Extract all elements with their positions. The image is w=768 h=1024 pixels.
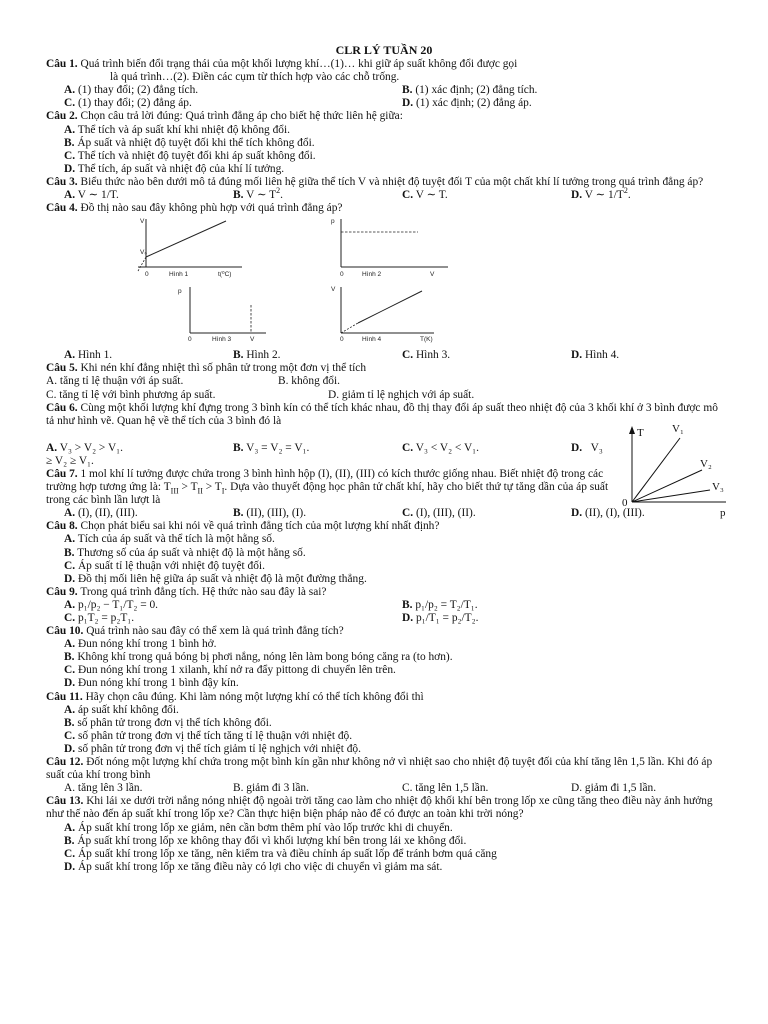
options-row <box>46 375 722 388</box>
option-b: B. Hình 2. <box>233 349 281 362</box>
question-text: Hãy chọn câu đúng. Khi làm nóng một lượng khí có thể tích không đổi thì <box>85 690 424 703</box>
option-c: C. Áp suất tỉ lệ thuận với nhiệt độ tuyệt đối. <box>64 559 265 572</box>
question-text: Quá trình nào sau đây có thể xem là quá trình đẳng tích? <box>86 625 344 638</box>
option-a: A. tăng lên 3 lần. <box>64 782 143 795</box>
options-row <box>46 612 722 625</box>
option-d: D. giảm tỉ lệ nghịch với áp suất. <box>328 388 475 401</box>
question-number: Câu 7. <box>46 467 78 480</box>
question-text: Đồ thị nào sau đây không phù hợp với quá trình đẳng áp? <box>80 202 343 215</box>
question-text: Quá trình biến đổi trạng thái của một khối lượng khí…(1)… khi giữ áp suất không đổi được gọi <box>80 58 518 71</box>
graph-4-name: Hình 4 <box>362 336 382 344</box>
option-d: D. Đun nóng khí trong 1 bình đậy kín. <box>64 677 239 690</box>
question-9 <box>46 586 722 599</box>
graph-y-label: T <box>637 426 644 439</box>
question-number: Câu 1. <box>46 58 78 71</box>
option-c: C. p₁T₂ = p₂T₁. <box>64 612 135 624</box>
option-b: B. Áp suất và nhiệt độ tuyệt đối khi thể tích không đổi. <box>64 136 315 149</box>
options-row <box>46 186 722 202</box>
option-b: B. Không khí trong quả bóng bị phơi nắng, nóng lên làm bong bóng căng ra (to hơn). <box>64 651 453 664</box>
option-d: D. V₃ <box>571 441 603 454</box>
question-text: Chọn phát biểu sai khi nói về quá trình đẳng tích của một lượng khí nhất định? <box>80 520 440 533</box>
question-number: Câu 11. <box>46 690 83 703</box>
question-text: Đốt nóng một lượng khí chứa trong một bình kín gần như không nở vì nhiệt sao cho nhiệt độ tuyệt đối của khí tăng lên 1,5 lần. Khi đó áp suất của khí trong bình <box>46 756 713 782</box>
option-a: A. tăng tỉ lệ thuận với áp suất. <box>46 375 184 388</box>
option-c: C. Áp suất khí trong lốp xe tăng, nên kiểm tra và điều chỉnh áp suất lốp để tránh bơm quá căng <box>64 847 497 860</box>
question-number: Câu 9. <box>46 585 78 598</box>
option-b: B. V ∼ $T^2$. <box>233 186 283 202</box>
question-5 <box>46 362 722 375</box>
graph-3-y-label: p <box>178 288 182 296</box>
graph-x-label: p <box>720 506 726 519</box>
worksheet <box>46 43 726 874</box>
question-8 <box>46 520 722 533</box>
option-d: D. p₁/T₁ = p₂/T₂. <box>402 612 479 624</box>
graph-1-origin: 0 <box>145 271 149 279</box>
question-3 <box>46 176 722 189</box>
option-b: B. Áp suất khí trong lốp xe không thay đổi vì khối lượng khí bên trong lái xe không đổi. <box>64 834 467 847</box>
question-number: Câu 5. <box>46 362 78 375</box>
question-number: Câu 2. <box>46 110 78 123</box>
question-text: Chọn câu trả lời đúng: Quá trình đẳng áp cho biết hệ thức liên hệ giữa: <box>80 110 403 123</box>
graph-4 <box>331 286 434 343</box>
option-b: B. p₁/p₂ = T₂/T₁. <box>402 598 478 611</box>
graph-3-name: Hình 3 <box>212 336 232 344</box>
graph-2-x-label: V <box>430 271 435 279</box>
option-c: C. Thể tích và nhiệt độ tuyệt đối khi áp suất không đổi. <box>64 149 316 162</box>
graph-3 <box>178 287 266 343</box>
option-c: C. V ∼ T. <box>402 189 448 202</box>
option-d: D. số phân tử trong đơn vị thể tích giảm tỉ lệ nghịch với nhiệt độ. <box>64 742 361 755</box>
question-text: Biểu thức nào bên dưới mô tả đúng mối liên hệ giữa thể tích V và nhiệt độ tuyệt đối T của một chất khí lí tưởng trong quá trình đẳng áp? <box>80 175 704 188</box>
option-c: C. Đun nóng khí trong 1 xilanh, khí nở ra đẩy pittong di chuyển lên trên. <box>64 664 396 677</box>
option-d: D. Áp suất khí trong lốp xe tăng điều này có lợi cho việc di chuyển vì giảm ma sát. <box>64 860 443 873</box>
options-row <box>46 389 722 402</box>
option-a: A. V₃ > V₂ > V₁. <box>46 441 123 454</box>
option-c: C. (I), (III), (II). <box>402 507 476 520</box>
option-a: A. V ∼ 1/T. <box>64 189 119 202</box>
question-7: Câu 7. 1 mol khí lí tưởng được chứa trong 3 bình hình hộp (I), (II), (III) có kích thước giống nhau. Biết nhiệt độ trong các trường hợp tương ứng là: $T_{III} > T_{II} > T_I$. Dựa vào thuyết động học phân tử chất khí, hãy cho biết thứ tự tăng dần của áp suất trong các bình lần lượt là <box>46 467 609 507</box>
page-title: CLR LÝ TUẦN 20 <box>335 43 433 57</box>
option-b: B. Thương số của áp suất và nhiệt độ là một hằng số. <box>64 546 306 559</box>
question-number: Câu 10. <box>46 625 84 638</box>
option-d: D. Hình 4. <box>571 349 620 362</box>
graph-2-origin: 0 <box>340 271 344 279</box>
option-c: C. (1) thay đổi; (2) đẳng áp. <box>64 97 192 110</box>
question-number: Câu 12. <box>46 756 84 769</box>
option-a: A. Hình 1. <box>64 349 113 362</box>
option-a: A. Đun nóng khí trong 1 bình hở. <box>64 638 217 651</box>
option-d: D. giảm đi 1,5 lần. <box>571 782 657 795</box>
option-a: A. Thể tích và áp suất khí khi nhiệt độ không đổi. <box>64 123 291 136</box>
isobaric-graphs <box>132 215 512 344</box>
graph-2 <box>331 218 448 278</box>
option-a: A. (I), (II), (III). <box>64 507 138 520</box>
option-d-cont: ≥ V₂ ≥ V₁. <box>46 454 94 467</box>
question-6-block <box>46 401 726 521</box>
option-a: A. Áp suất khí trong lốp xe giảm, nên cần bơm thêm phí vào lốp trước khi di chuyển. <box>64 821 453 834</box>
option-d: D. Đồ thị mối liên hệ giữa áp suất và nhiệt độ là một đường thẳng. <box>64 572 367 585</box>
option-a: A. Tích của áp suất và thể tích là một hằng số. <box>64 533 275 546</box>
question-13 <box>46 795 722 821</box>
options-row <box>46 442 722 455</box>
option-c: C. tăng tỉ lệ với bình phương áp suất. <box>46 388 216 401</box>
option-b: B. không đổi. <box>278 375 341 388</box>
line-v3-label: V₃ <box>712 480 724 493</box>
graph-2-y-label: p <box>331 218 335 226</box>
graph-1-y0-label: V₀ <box>140 249 148 257</box>
option-b: B. V₃ = V₂ = V₁. <box>233 441 310 454</box>
graph-1-name: Hình 1 <box>169 271 189 279</box>
option-b: B. số phân tử trong đơn vị thể tích không đổi. <box>64 716 272 729</box>
option-a: A. p₁/p₂ − T₁/T₂ = 0. <box>64 598 159 611</box>
options-row <box>46 507 722 520</box>
graph-4-x-label: T(K) <box>420 336 433 344</box>
line-v1-label: V₁ <box>672 422 684 435</box>
graph-1 <box>138 218 242 278</box>
options-row <box>46 97 722 110</box>
question-text: Trong quá trình đẳng tích. Hệ thức nào sau đây là sai? <box>80 585 327 598</box>
option-b: B. (1) xác định; (2) đẳng tích. <box>402 84 538 97</box>
option-c: C. số phân tử trong đơn vị thể tích tăng tỉ lệ thuận với nhiệt độ. <box>64 729 353 742</box>
graph-2-name: Hình 2 <box>362 271 382 279</box>
question-1 <box>46 58 722 71</box>
option-c: C. V₃ < V₂ < V₁. <box>402 441 479 454</box>
question-11 <box>46 691 722 704</box>
graph-1-x-label: t(⁰C) <box>218 271 232 279</box>
option-d: D. V ∼ $1/T^2$. <box>571 186 631 202</box>
options-row <box>46 782 722 795</box>
question-number: Câu 8. <box>46 520 78 533</box>
question-6 <box>46 402 722 428</box>
option-a: A. áp suất khí không đổi. <box>64 703 179 716</box>
question-text: Khi lái xe dưới trời nắng nóng nhiệt độ ngoài trời tăng cao làm cho nhiệt độ khối khí bên trong lốp xe cũng tăng theo điều này ảnh hưởng như thế nào đến áp suất khí trong lốp xe? Cần thực hiện biện pháp nào để có được an toàn khi trời nóng? <box>46 795 713 821</box>
graph-4-origin: 0 <box>340 336 344 344</box>
option-b: B. (II), (III), (I). <box>233 507 307 520</box>
option-d: D. (II), (I), (III). <box>571 507 645 520</box>
option-c: C. Hình 3. <box>402 349 451 362</box>
options-row <box>46 84 722 97</box>
option-d: D. Thể tích, áp suất và nhiệt độ của khí lí tưởng. <box>64 162 285 175</box>
question-number: Câu 4. <box>46 202 78 215</box>
pressure-temperature-graph <box>622 420 732 518</box>
question-4 <box>46 202 722 215</box>
options-row <box>46 349 722 362</box>
question-10 <box>46 625 722 638</box>
graph-1-y-label: V <box>140 218 145 226</box>
question-12 <box>46 756 722 782</box>
option-c: C. tăng lên 1,5 lần. <box>402 782 489 795</box>
question-text: Khi nén khí đẳng nhiệt thì số phân tử trong một đơn vị thể tích <box>80 362 367 375</box>
question-text: Cùng một khối lượng khí đựng trong 3 bình kín có thể tích khác nhau, đồ thị thay đổi áp suất theo nhiệt độ của 3 khối khí ở 3 bình được mô tả như hình vẽ. Quan hệ về thể tích của 3 bình đó là <box>46 401 718 427</box>
question-2 <box>46 110 722 123</box>
line-v2-label: V₂ <box>700 457 712 470</box>
graph-3-origin: 0 <box>188 336 192 344</box>
graph-origin: 0 <box>622 496 628 509</box>
question-number: Câu 3. <box>46 175 78 188</box>
options-row <box>46 599 722 612</box>
graphs-figure <box>46 215 722 344</box>
option-a: A. (1) thay đổi; (2) đẳng tích. <box>64 84 199 97</box>
option-d: D. (1) xác định; (2) đẳng áp. <box>402 97 532 110</box>
option-b: B. giảm đi 3 lần. <box>233 782 309 795</box>
graph-3-x-label: V <box>250 336 255 344</box>
question-text-cont: là quá trình…(2). Điền các cụm từ thích hợp vào các chỗ trống. <box>110 71 400 84</box>
question-number: Câu 6. <box>46 401 78 414</box>
question-number: Câu 13. <box>46 795 84 808</box>
graph-4-y-label: V <box>331 286 336 294</box>
